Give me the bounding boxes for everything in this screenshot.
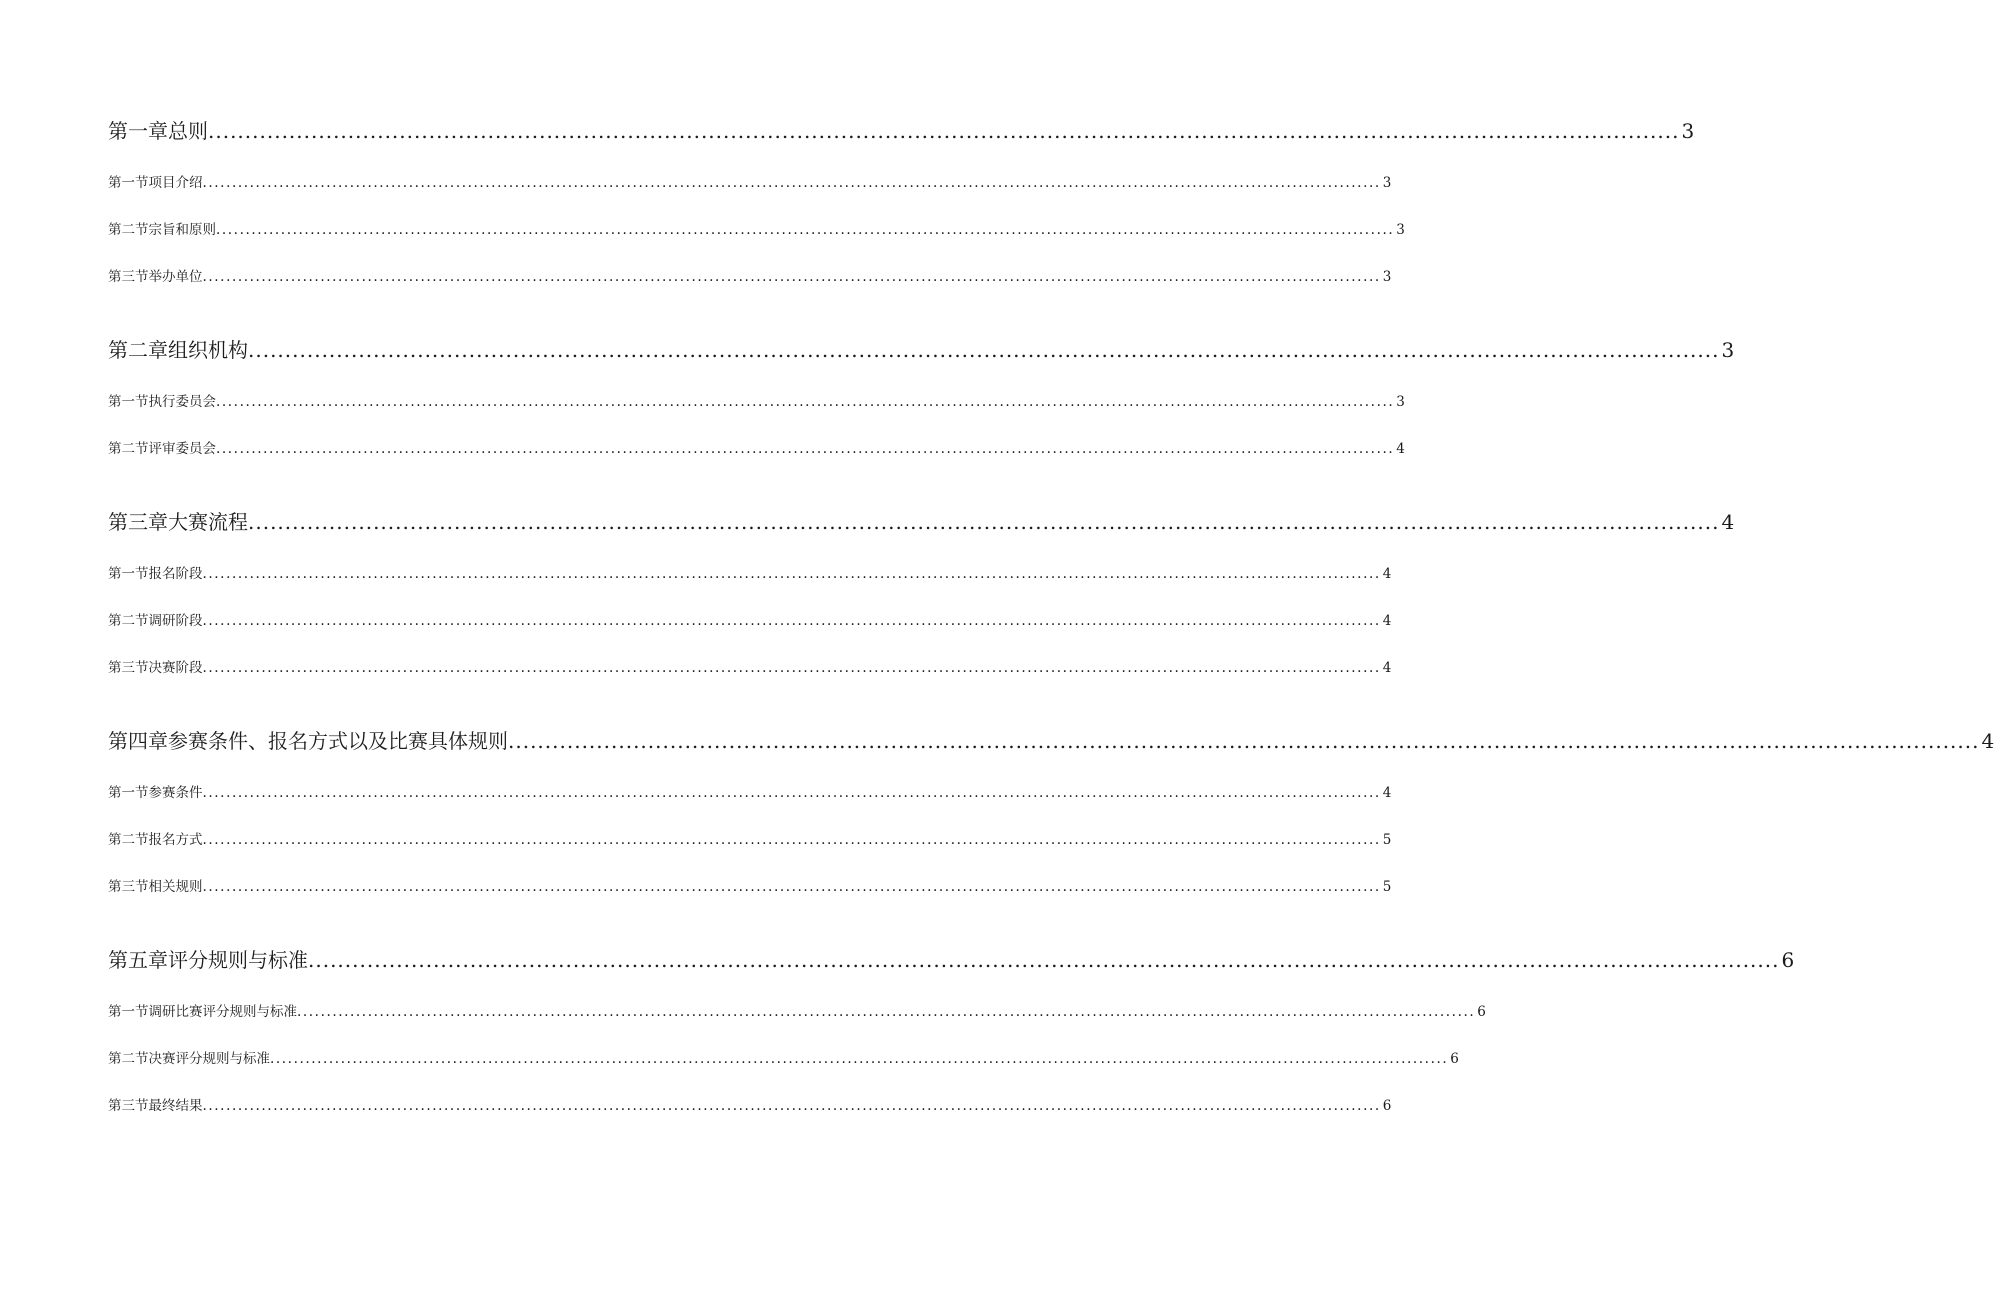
section-title: 第一节报名阶段 — [108, 566, 203, 582]
toc-section-entry[interactable] — [108, 1002, 1486, 1022]
toc-section-entry[interactable] — [108, 611, 1392, 631]
page-number: 6 — [1382, 1098, 1392, 1114]
page-number: 6 — [1781, 948, 1795, 972]
page-number: 3 — [1382, 175, 1392, 191]
dot-leader: ........................................................................................................................................................................................................ — [202, 269, 1381, 285]
page-number: 3 — [1396, 394, 1405, 410]
section-title: 第二节宗旨和原则 — [108, 222, 216, 238]
chapter-title: 第三章大赛流程 — [108, 510, 248, 534]
dot-leader: ........................................................................................................................................................................................................ — [202, 879, 1381, 895]
section-title: 第三节举办单位 — [108, 269, 203, 285]
page-number: 4 — [1396, 441, 1405, 457]
section-title: 第三节决赛阶段 — [108, 660, 203, 676]
page-number: 3 — [1396, 222, 1405, 238]
page-number: 4 — [1382, 566, 1392, 582]
section-title: 第一节项目介绍 — [108, 175, 203, 191]
section-title: 第二节报名方式 — [108, 832, 203, 848]
page-number: 4 — [1981, 729, 1994, 753]
dot-leader: ........................................................................................................................................................................................................ — [202, 613, 1381, 629]
page-number: 4 — [1721, 510, 1735, 534]
page-number: 6 — [1450, 1051, 1459, 1067]
chapter-title: 第二章组织机构 — [108, 338, 248, 362]
chapter-title: 第四章参赛条件、报名方式以及比赛具体规则 — [108, 729, 508, 753]
toc-chapter-3 — [108, 507, 1735, 678]
toc-section-entry[interactable] — [108, 658, 1392, 678]
page-number: 5 — [1382, 879, 1392, 895]
toc-chapter-5 — [108, 945, 1795, 1116]
dot-leader: ........................................................................................................................................................................................................ — [297, 1004, 1476, 1020]
chapter-title: 第一章总则 — [108, 119, 208, 143]
dot-leader: ........................................................................................................................................................................................................ — [202, 660, 1381, 676]
page-number: 6 — [1477, 1004, 1486, 1020]
page-number: 3 — [1382, 269, 1392, 285]
dot-leader: ........................................................................................................................................................................................................ — [270, 1051, 1449, 1067]
toc-chapter-2 — [108, 335, 1735, 459]
dot-leader: ........................................................................................................................................................................................................ — [202, 832, 1381, 848]
toc-section-entry[interactable] — [108, 564, 1392, 584]
toc-section-entry[interactable] — [108, 267, 1392, 287]
toc-chapter-entry[interactable] — [108, 507, 1735, 537]
toc-chapter-entry[interactable] — [108, 945, 1795, 975]
page-number: 5 — [1382, 832, 1392, 848]
page-number: 4 — [1382, 660, 1392, 676]
section-title: 第一节执行委员会 — [108, 394, 216, 410]
toc-section-entry[interactable] — [108, 173, 1392, 193]
dot-leader: ........................................................................................................................................................................................................ — [208, 119, 1680, 143]
toc-chapter-4 — [108, 726, 1994, 897]
chapter-title: 第五章评分规则与标准 — [108, 948, 308, 972]
dot-leader: ........................................................................................................................................................................................................ — [216, 222, 1395, 238]
toc-section-entry[interactable] — [108, 830, 1392, 850]
dot-leader: ........................................................................................................................................................................................................ — [508, 729, 1980, 753]
section-title: 第二节调研阶段 — [108, 613, 203, 629]
section-title: 第二节评审委员会 — [108, 441, 216, 457]
dot-leader: ........................................................................................................................................................................................................ — [216, 441, 1395, 457]
toc-section-entry[interactable] — [108, 877, 1392, 897]
page-number: 3 — [1681, 119, 1695, 143]
toc-chapter-entry[interactable] — [108, 116, 1695, 146]
section-title: 第三节相关规则 — [108, 879, 203, 895]
dot-leader: ........................................................................................................................................................................................................ — [202, 785, 1381, 801]
dot-leader: ........................................................................................................................................................................................................ — [202, 175, 1381, 191]
toc-section-entry[interactable] — [108, 220, 1405, 240]
section-title: 第一节调研比赛评分规则与标准 — [108, 1004, 297, 1020]
page-number: 4 — [1382, 613, 1392, 629]
toc-chapter-entry[interactable] — [108, 726, 1994, 756]
dot-leader: ........................................................................................................................................................................................................ — [202, 1098, 1381, 1114]
dot-leader: ........................................................................................................................................................................................................ — [202, 566, 1381, 582]
page-number: 3 — [1721, 338, 1735, 362]
toc-section-entry[interactable] — [108, 1096, 1392, 1116]
toc-section-entry[interactable] — [108, 1049, 1459, 1069]
toc-section-entry[interactable] — [108, 783, 1392, 803]
toc-section-entry[interactable] — [108, 439, 1405, 459]
table-of-contents — [108, 116, 1994, 1164]
dot-leader: ........................................................................................................................................................................................................ — [308, 948, 1780, 972]
section-title: 第一节参赛条件 — [108, 785, 203, 801]
section-title: 第二节决赛评分规则与标准 — [108, 1051, 270, 1067]
toc-chapter-entry[interactable] — [108, 335, 1735, 365]
toc-section-entry[interactable] — [108, 392, 1405, 412]
dot-leader: ........................................................................................................................................................................................................ — [248, 510, 1720, 534]
dot-leader: ........................................................................................................................................................................................................ — [248, 338, 1720, 362]
toc-chapter-1 — [108, 116, 1695, 287]
page-number: 4 — [1382, 785, 1392, 801]
section-title: 第三节最终结果 — [108, 1098, 203, 1114]
dot-leader: ........................................................................................................................................................................................................ — [216, 394, 1395, 410]
